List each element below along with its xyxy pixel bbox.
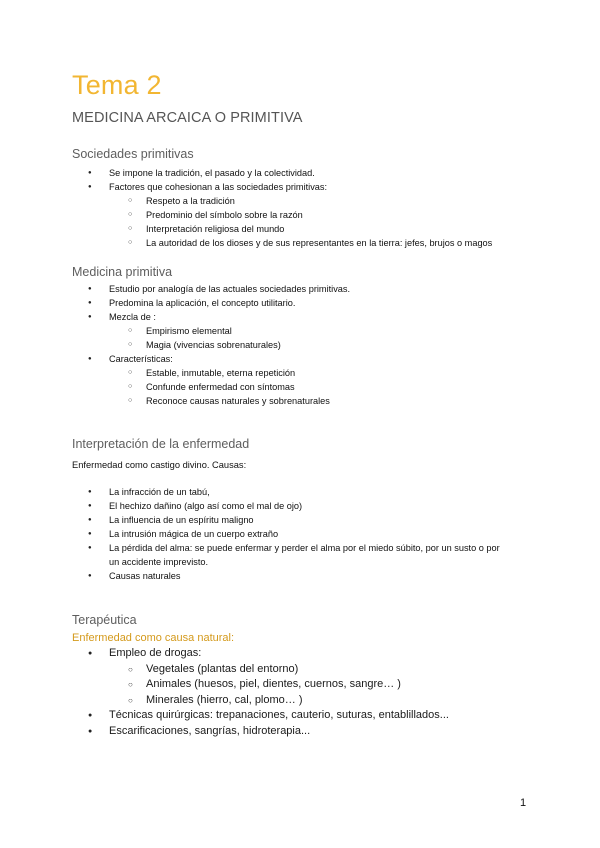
list-item: ○ Empirismo elemental xyxy=(72,324,350,338)
page-number: 1 xyxy=(520,797,527,809)
list-item: ○ Reconoce causas naturales y sobrenaturales xyxy=(72,394,350,408)
list-item: ○ Interpretación religiosa del mundo xyxy=(72,222,591,236)
list-item: ○ Predominio del símbolo sobre la razón xyxy=(72,208,591,222)
list-item: ● Se impone la tradición, el pasado y la colectividad. xyxy=(72,166,591,180)
list-item: ○ Minerales (hierro, cal, plomo… ) xyxy=(72,693,449,709)
list-terapeutica xyxy=(72,646,449,739)
list-item: ● El hechizo dañino (algo así como el mal de ojo) xyxy=(72,499,509,513)
list-item: ○ Respeto a la tradición xyxy=(72,194,591,208)
list-item: ● La influencia de un espíritu maligno xyxy=(72,513,509,527)
list-item: ○ Magia (vivencias sobrenaturales) xyxy=(72,338,350,352)
list-item: ● La intrusión mágica de un cuerpo extraño xyxy=(72,527,509,541)
page-subtitle: MEDICINA ARCAICA O PRIMITIVA xyxy=(72,110,303,126)
list-sociedades xyxy=(72,166,591,250)
section-heading-medicina: Medicina primitiva xyxy=(72,265,173,279)
list-item: ● Predomina la aplicación, el concepto utilitario. xyxy=(72,296,350,310)
interpretacion-intro: Enfermedad como castigo divino. Causas: xyxy=(72,460,247,470)
list-item: ● Estudio por analogía de las actuales sociedades primitivas. xyxy=(72,282,350,296)
list-item: ● Factores que cohesionan a las sociedades primitivas: xyxy=(72,180,591,194)
list-item: ● Causas naturales xyxy=(72,569,509,583)
section-heading-terapeutica: Terapéutica xyxy=(72,613,137,627)
list-item: ○ Vegetales (plantas del entorno) xyxy=(72,662,449,678)
list-item: ○ Confunde enfermedad con síntomas xyxy=(72,380,350,394)
section-heading-interpretacion: Interpretación de la enfermedad xyxy=(72,437,250,451)
list-item: ● Características: xyxy=(72,352,350,366)
list-item: ● Empleo de drogas: xyxy=(72,646,449,662)
list-item: ● La pérdida del alma: se puede enfermar y perder el alma por el miedo súbito, por un susto o por un accidente imprevisto. xyxy=(72,541,509,569)
list-item: ○ Animales (huesos, piel, dientes, cuernos, sangre… ) xyxy=(72,677,449,693)
section-heading-sociedades: Sociedades primitivas xyxy=(72,147,194,161)
list-item: ● La infracción de un tabú, xyxy=(72,485,509,499)
list-item: ● Escarificaciones, sangrías, hidroterapia... xyxy=(72,724,449,740)
list-item: ● Técnicas quirúrgicas: trepanaciones, cauterio, suturas, entablillados... xyxy=(72,708,449,724)
list-medicina xyxy=(72,282,350,408)
list-item: ● Mezcla de : xyxy=(72,310,350,324)
list-interpretacion xyxy=(72,485,509,583)
list-item: ○ Estable, inmutable, eterna repetición xyxy=(72,366,350,380)
terapeutica-intro: Enfermedad como causa natural: xyxy=(72,632,235,644)
page-title: Tema 2 xyxy=(72,70,162,100)
list-item: ○ La autoridad de los dioses y de sus representantes en la tierra: jefes, brujos o magos xyxy=(72,236,591,250)
